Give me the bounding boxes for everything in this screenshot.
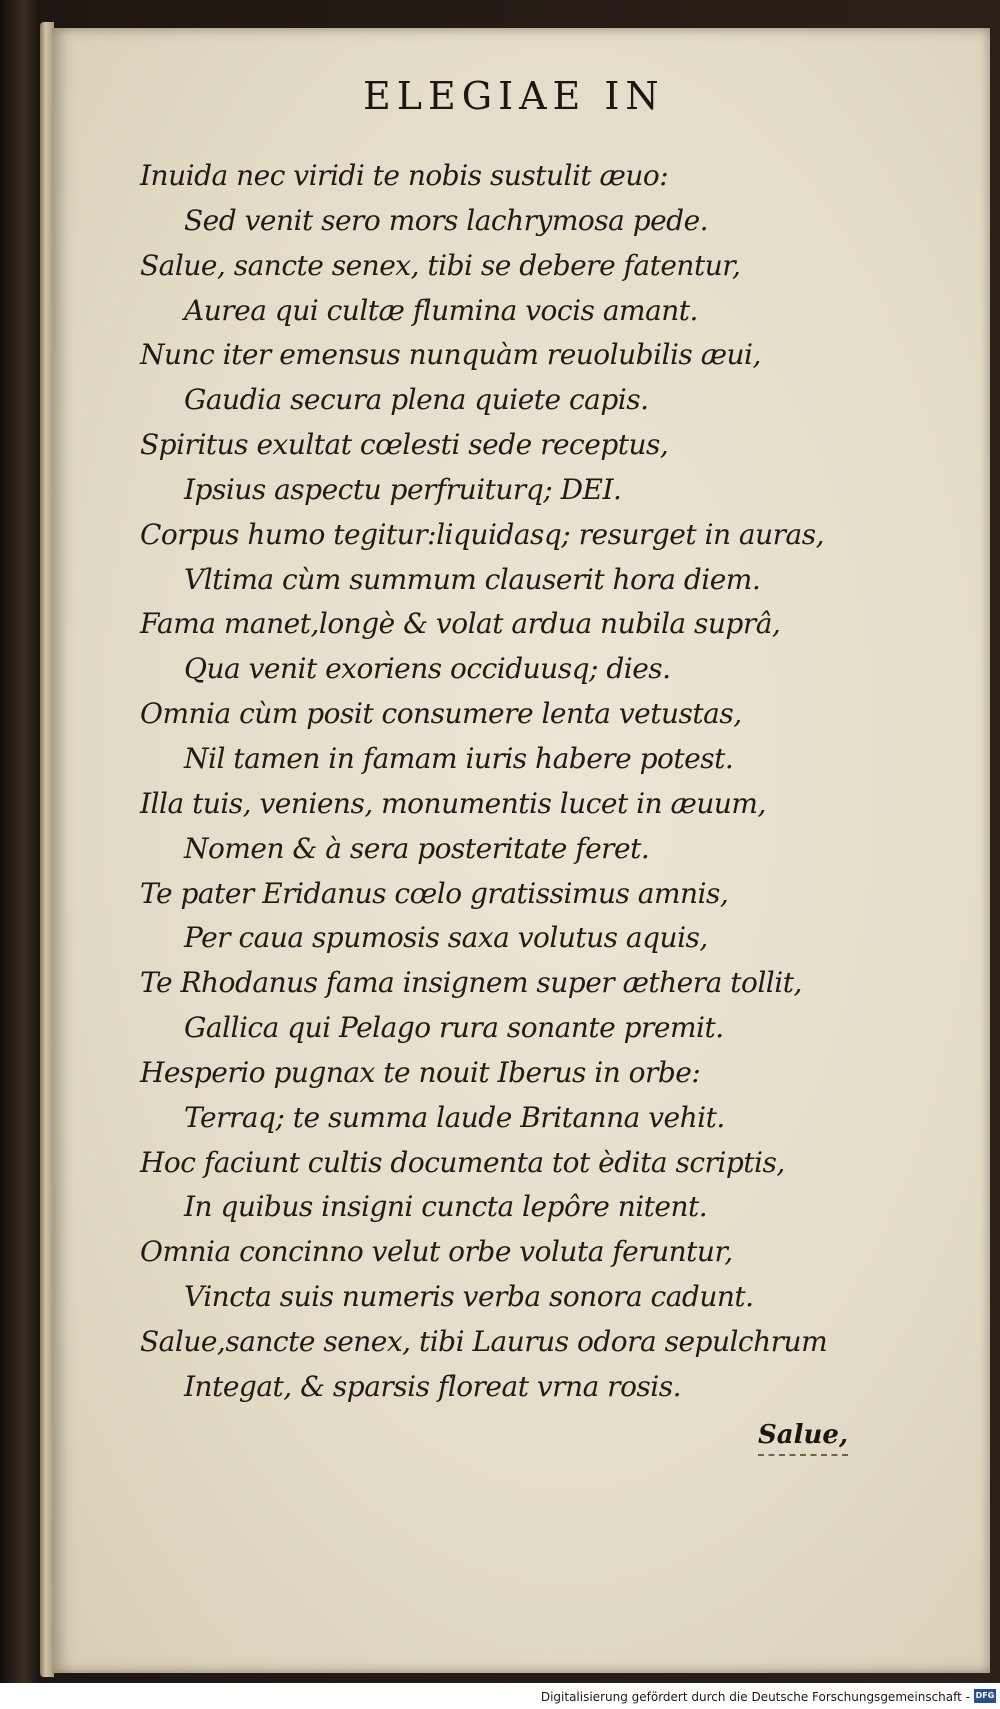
dfg-logo-icon: DFG [974,1689,996,1703]
verse-line: Terraq; te summa laude Britanna vehit. [184,1100,725,1134]
book-spine [0,0,40,1709]
verse-line: Sed venit sero mors lachrymosa pede. [184,203,709,237]
verse-line: Inuida nec viridi te nobis sustulit æuo: [140,159,669,192]
verse-line: Salue, sancte senex, tibi se debere fatentur, [140,248,741,282]
verse-line: Illa tuis, veniens, monumentis lucet in æuum, [140,786,766,820]
verse-line: Omnia concinno velut orbe voluta feruntur, [140,1235,733,1269]
verse-line: Spiritus exultat cœlesti sede receptus, [140,428,669,462]
verse-line: Gaudia secura plena quiete capis. [184,383,649,417]
verse-line: Salue,sancte senex, tibi Laurus odora sepulchrum [140,1324,828,1358]
verse-line: In quibus insigni cuncta lepôre nitent. [184,1190,708,1224]
footer-bar [0,1683,1000,1709]
running-header: ELEGIAE IN [363,74,665,118]
verse-line: Corpus humo tegitur:liquidasq; resurget in auras, [140,517,824,551]
verse-line: Vincta suis numeris verba sonora cadunt. [184,1280,754,1314]
verse-line: Te pater Eridanus cœlo gratissimus amnis, [140,876,729,910]
verse-line: Per caua spumosis saxa volutus aquis, [184,921,708,955]
catchword: Salue, [758,1420,848,1456]
funding-credit: Digitalisierung gefördert durch die Deutsche Forschungsgemeinschaft - [540,1690,970,1704]
verse-line: Ipsius aspectu perfruiturq; DEI. [184,472,622,506]
verse-line: Te Rhodanus fama insignem super æthera tollit, [140,966,802,1000]
verse-line: Nil tamen in famam iuris habere potest. [184,741,734,775]
verse-line: Vltima cùm summum clauserit hora diem. [184,562,761,596]
verse-line: Omnia cùm posit consumere lenta vetustas, [140,697,742,731]
verse-line: Nomen & à sera posteritate feret. [184,831,650,865]
verse-line: Nunc iter emensus nunquàm reuolubilis æui, [140,338,761,372]
verse-line: Hesperio pugnax te nouit Iberus in orbe: [140,1055,701,1089]
verse-line: Integat, & sparsis floreat vrna rosis. [184,1369,682,1403]
verse-line: Fama manet,longè & volat ardua nubila suprâ, [140,607,781,641]
verse-line: Qua venit exoriens occiduusq; dies. [184,652,671,686]
verse-line: Aurea qui cultæ flumina vocis amant. [184,293,698,327]
elegy-verse [140,154,860,1410]
verse-line: Hoc faciunt cultis documenta tot èdita scriptis, [140,1145,785,1179]
verse-line: Gallica qui Pelago rura sonante premit. [184,1011,724,1045]
